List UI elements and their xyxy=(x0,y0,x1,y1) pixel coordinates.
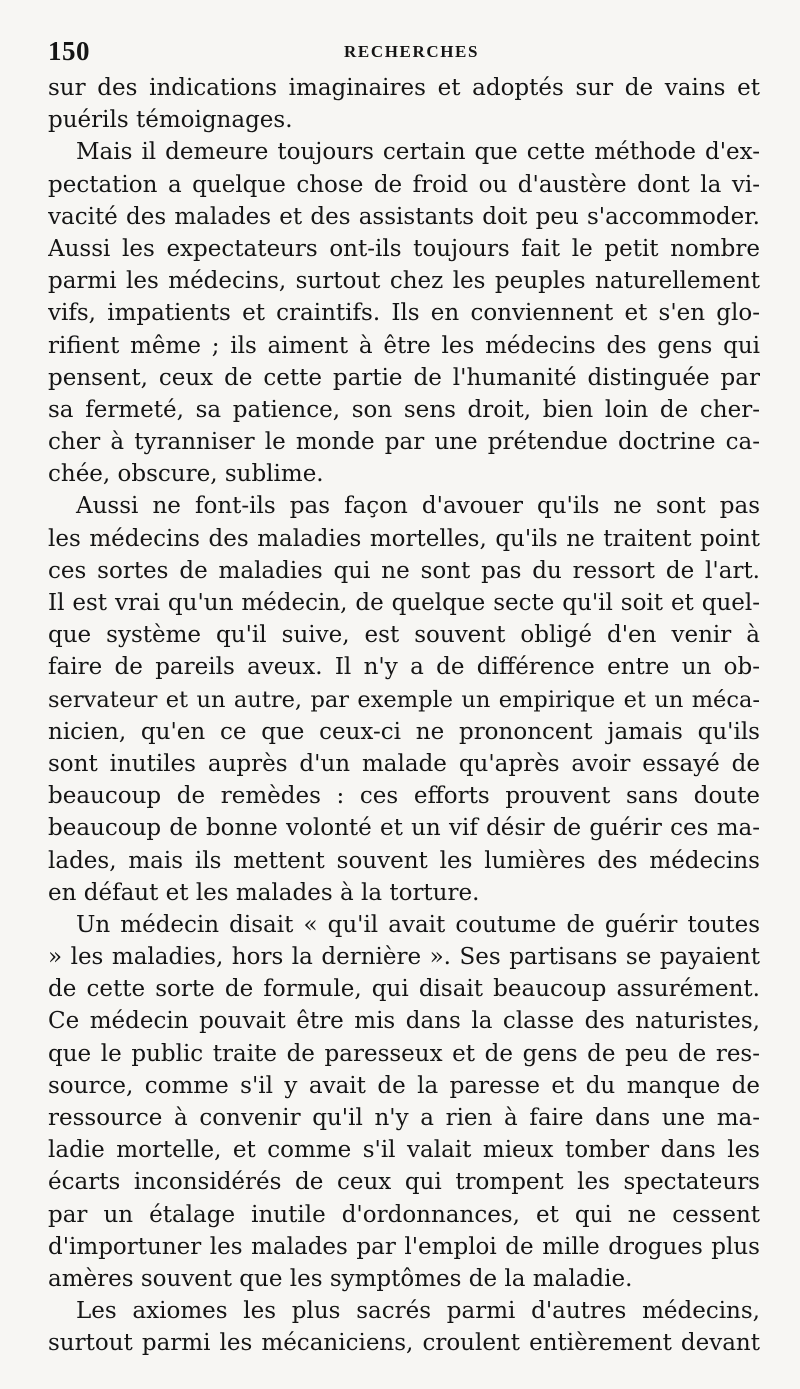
text-line: ces sortes de maladies qui ne sont pas du ressort de l'art. xyxy=(48,557,760,584)
paragraph-first-line: Mais il demeure toujours certain que cette méthode d'ex- xyxy=(76,139,760,166)
text-line: surtout parmi les mécaniciens, croulent entièrement devant xyxy=(48,1330,760,1357)
text-line: écarts inconsidérés de ceux qui trompent les spectateurs xyxy=(48,1169,760,1196)
text-line: rifient même ; ils aiment à être les médecins des gens qui xyxy=(48,332,760,359)
text-line: sont inutiles auprès d'un malade qu'après avoir essayé de xyxy=(48,750,760,777)
text-line: pensent, ceux de cette partie de l'humanité distinguée par xyxy=(48,364,760,391)
text-line: beaucoup de bonne volonté et un vif désir de guérir ces ma- xyxy=(48,815,760,842)
text-line: lades, mais ils mettent souvent les lumières des médecins xyxy=(48,847,760,874)
text-line: chée, obscure, sublime. xyxy=(48,461,324,488)
page-number: 150 xyxy=(48,36,90,66)
text-line: servateur et un autre, par exemple un empirique et un méca- xyxy=(48,686,760,713)
text-line: que le public traite de paresseux et de gens de peu de res- xyxy=(48,1040,760,1067)
text-line: amères souvent que les symptômes de la maladie. xyxy=(48,1265,633,1292)
text-line: ladie mortelle, et comme s'il valait mieux tomber dans les xyxy=(48,1137,760,1164)
text-line: que système qu'il suive, est souvent obligé d'en venir à xyxy=(48,622,760,649)
text-line: parmi les médecins, surtout chez les peuples naturellement xyxy=(48,268,760,295)
text-line: les médecins des maladies mortelles, qu'ils ne traitent point xyxy=(48,525,760,552)
text-line: sa fermeté, sa patience, son sens droit, bien loin de cher- xyxy=(48,396,760,423)
text-line: Il est vrai qu'un médecin, de quelque secte qu'il soit et quel- xyxy=(48,590,760,616)
text-line: Aussi les expectateurs ont-ils toujours fait le petit nombre xyxy=(48,235,760,262)
text-line: vifs, impatients et craintifs. Ils en conviennent et s'en glo- xyxy=(48,300,760,327)
text-line: source, comme s'il y avait de la paresse et du manque de xyxy=(48,1072,760,1099)
paragraph-first-line: Un médecin disait « qu'il avait coutume de guérir toutes xyxy=(76,911,760,938)
text-line: puérils témoignages. xyxy=(48,107,293,134)
text-line: ressource à convenir qu'il n'y a rien à faire dans une ma- xyxy=(48,1105,760,1131)
text-line: Ce médecin pouvait être mis dans la classe des naturistes, xyxy=(48,1008,760,1035)
text-line: sur des indications imaginaires et adoptés sur de vains et xyxy=(48,75,760,101)
text-line: en défaut et les malades à la torture. xyxy=(48,879,480,906)
paragraph-first-line: Aussi ne font-ils pas façon d'avouer qu'ils ne sont pas xyxy=(76,493,760,520)
text-line: cher à tyranniser le monde par une prétendue doctrine ca- xyxy=(48,429,760,456)
text-line: nicien, qu'en ce que ceux-ci ne prononcent jamais qu'ils xyxy=(48,718,760,745)
text-line: par un étalage inutile d'ordonnances, et qui ne cessent xyxy=(48,1201,760,1228)
text-line: de cette sorte de formule, qui disait beaucoup assurément. xyxy=(48,976,760,1003)
text-line: » les maladies, hors la dernière ». Ses partisans se payaient xyxy=(48,944,760,971)
text-line: d'importuner les malades par l'emploi de mille drogues plus xyxy=(48,1233,760,1260)
text-line: vacité des malades et des assistants doit peu s'accommoder. xyxy=(48,203,760,230)
body-text xyxy=(48,72,760,1360)
text-line: beaucoup de remèdes : ces efforts prouvent sans doute xyxy=(48,783,760,810)
text-line: pectation a quelque chose de froid ou d'austère dont la vi- xyxy=(48,171,760,198)
text-line: faire de pareils aveux. Il n'y a de différence entre un ob- xyxy=(48,654,760,681)
paragraph-first-line: Les axiomes les plus sacrés parmi d'autres médecins, xyxy=(76,1298,760,1325)
running-head xyxy=(48,32,760,68)
running-title: RECHERCHES xyxy=(344,42,480,61)
